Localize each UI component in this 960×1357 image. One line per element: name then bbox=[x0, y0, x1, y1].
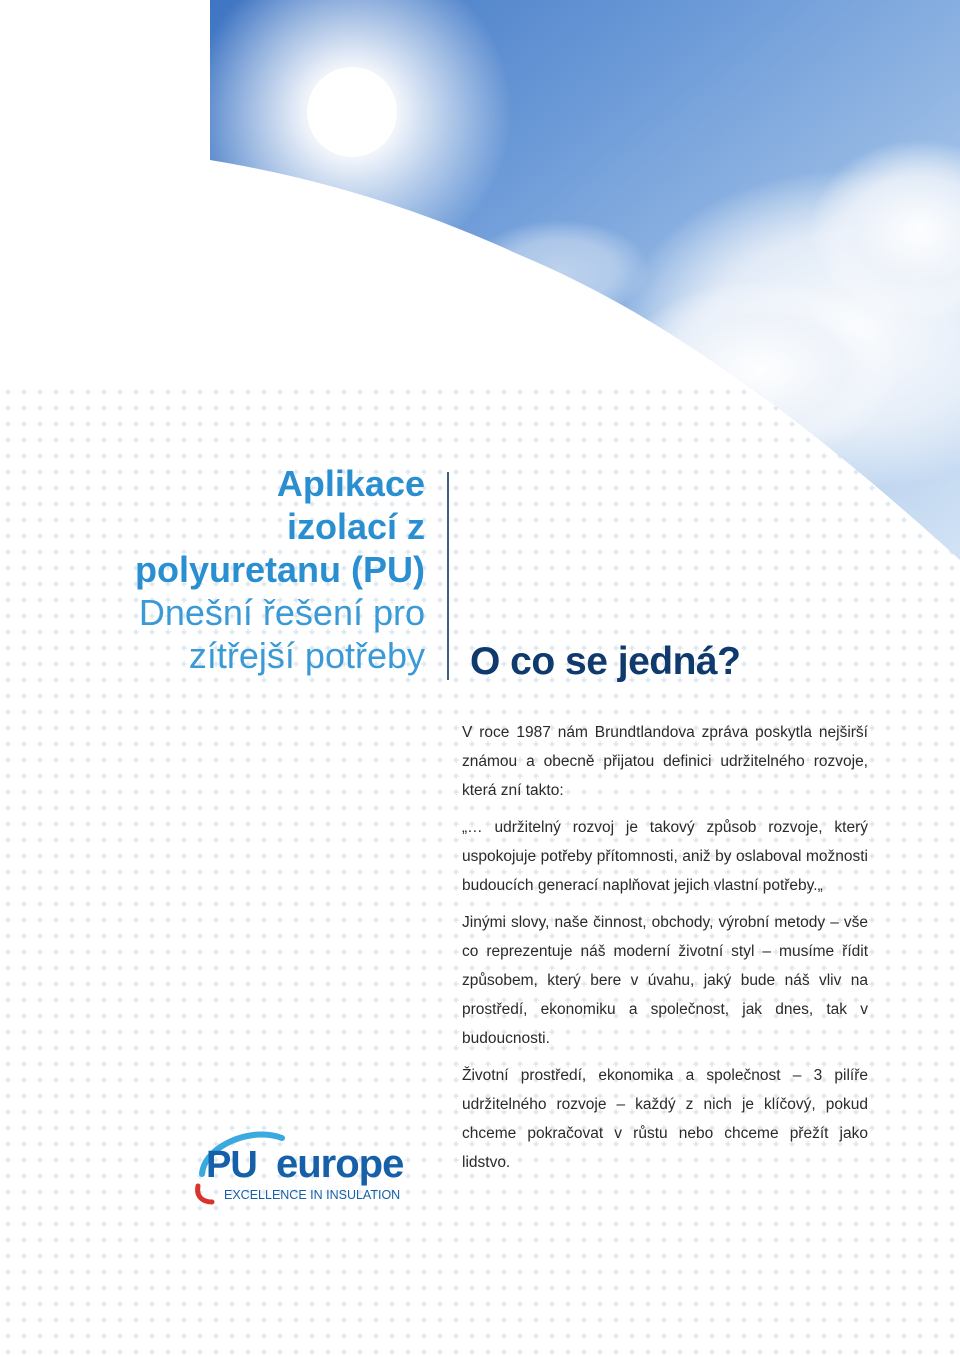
body-text bbox=[462, 718, 868, 1185]
section-heading: O co se jedná? bbox=[470, 640, 741, 683]
subtitle-line-1: Dnešní řešení pro bbox=[138, 592, 425, 633]
pu-europe-logo bbox=[192, 1126, 427, 1206]
paragraph-intro: V roce 1987 nám Brundtlandova zpráva poskytla nejširší známou a obecně přijatou definici udržitelného rozvoje, která zní takto: bbox=[462, 724, 868, 799]
paragraph-pillars: Životní prostředí, ekonomika a společnost – 3 pilíře udržitelného rozvoje – každý z nich je klíčový, pokud chceme pokračovat v růstu nebo chceme přežít jako lidstvo. bbox=[462, 1067, 868, 1171]
document-title bbox=[5, 462, 425, 677]
divider-line bbox=[447, 472, 449, 680]
subtitle-line-2: zítřejší potřeby bbox=[188, 635, 425, 676]
title-line-2: izolací z bbox=[286, 506, 425, 547]
paragraph-explanation: Jinými slovy, naše činnost, obchody, výrobní metody – vše co reprezentuje náš moderní životní styl – musíme řídit způsobem, který bere v úvahu, jaký bude náš vliv na prostředí, ekonomiku a společnost, jak dnes, tak v budoucnosti. bbox=[462, 914, 868, 1047]
title-line-3: polyuretanu (PU) bbox=[134, 549, 425, 590]
logo-pu-text: PU bbox=[206, 1144, 257, 1186]
logo-europe-text: europe bbox=[276, 1142, 404, 1186]
title-line-1: Aplikace bbox=[276, 463, 425, 504]
logo-tagline: EXCELLENCE IN INSULATION bbox=[224, 1188, 401, 1202]
paragraph-quote: „… udržitelný rozvoj je takový způsob rozvoje, který uspokojuje potřeby přítomnosti, aniž by oslaboval možnosti budoucích generací naplňovat jejich vlastní potřeby.„ bbox=[462, 819, 868, 894]
